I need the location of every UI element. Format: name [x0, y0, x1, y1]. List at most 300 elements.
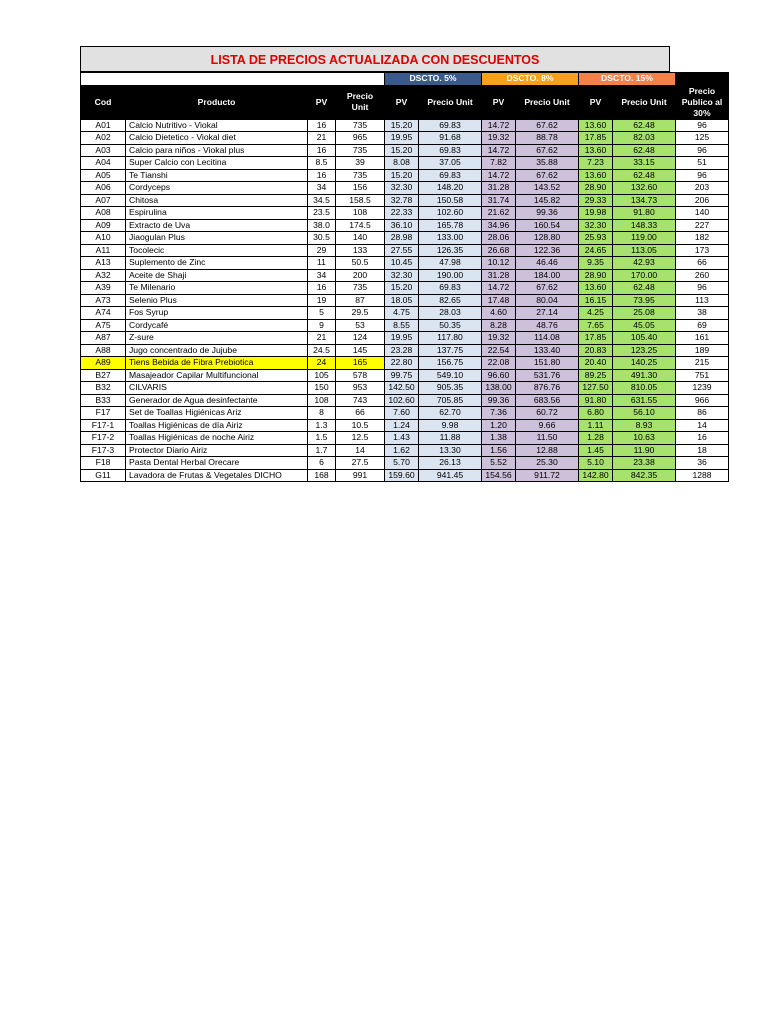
cell-pu-5: 190.00: [419, 269, 482, 282]
cell-pu-5: 102.60: [419, 207, 482, 220]
cell-pv-5: 15.20: [385, 144, 419, 157]
table-row: [81, 244, 729, 257]
cell-pu-8: 114.08: [516, 332, 579, 345]
cell-pv-15: 28.90: [579, 182, 613, 195]
cell-pv-5: 32.30: [385, 269, 419, 282]
cell-pu-15: 23.38: [613, 457, 676, 470]
cell-producto: Super Calcio con Lecitina: [126, 157, 308, 170]
cell-pv-5: 22.80: [385, 357, 419, 370]
table-row: [81, 457, 729, 470]
cell-cod: A13: [81, 257, 126, 270]
cell-precio-publico: 1288: [676, 469, 729, 482]
cell-pu-8: 35.88: [516, 157, 579, 170]
cell-cod: A03: [81, 144, 126, 157]
cell-precio-publico: 161: [676, 332, 729, 345]
cell-pv-8: 5.52: [482, 457, 516, 470]
cell-pv-15: 1.28: [579, 432, 613, 445]
cell-pv-8: 154.56: [482, 469, 516, 482]
cell-pu-15: 10.63: [613, 432, 676, 445]
cell-pu-5: 37.05: [419, 157, 482, 170]
cell-pv-15: 142.80: [579, 469, 613, 482]
cell-pu-8: 143.52: [516, 182, 579, 195]
cell-producto: Chitosa: [126, 194, 308, 207]
cell-pv: 1.3: [308, 419, 336, 432]
cell-pv-8: 28.06: [482, 232, 516, 245]
cell-precio-unit: 124: [336, 332, 385, 345]
cell-pv-8: 34.96: [482, 219, 516, 232]
cell-pv-5: 1.62: [385, 444, 419, 457]
cell-precio-unit: 578: [336, 369, 385, 382]
cell-cod: A88: [81, 344, 126, 357]
cell-precio-unit: 14: [336, 444, 385, 457]
cell-cod: A04: [81, 157, 126, 170]
cell-precio-publico: 125: [676, 132, 729, 145]
cell-precio-unit: 156: [336, 182, 385, 195]
price-sheet: [80, 46, 728, 482]
cell-pv: 6: [308, 457, 336, 470]
cell-producto: Set de Toallas Higiénicas Ariz: [126, 407, 308, 420]
col-pu-15: Precio Unit: [613, 85, 676, 119]
cell-producto: Extracto de Uva: [126, 219, 308, 232]
cell-cod: F17-2: [81, 432, 126, 445]
cell-pv-15: 89.25: [579, 369, 613, 382]
cell-precio-publico: 140: [676, 207, 729, 220]
cell-producto: Te Tianshi: [126, 169, 308, 182]
cell-pu-5: 905.35: [419, 382, 482, 395]
cell-precio-unit: 50.5: [336, 257, 385, 270]
cell-pu-8: 151.80: [516, 357, 579, 370]
table-row: [81, 132, 729, 145]
cell-pv-15: 28.90: [579, 269, 613, 282]
cell-pu-5: 549.10: [419, 369, 482, 382]
cell-pu-15: 148.33: [613, 219, 676, 232]
cell-pv: 34: [308, 269, 336, 282]
cell-pv-15: 17.85: [579, 332, 613, 345]
discount-5-header: DSCTO. 5%: [385, 73, 482, 86]
price-rows: [81, 119, 729, 482]
cell-cod: A10: [81, 232, 126, 245]
cell-pu-5: 133.00: [419, 232, 482, 245]
cell-pv-15: 6.80: [579, 407, 613, 420]
cell-cod: A02: [81, 132, 126, 145]
cell-precio-publico: 206: [676, 194, 729, 207]
cell-pv-15: 25.93: [579, 232, 613, 245]
cell-pu-5: 62.70: [419, 407, 482, 420]
cell-precio-publico: 16: [676, 432, 729, 445]
table-row: [81, 207, 729, 220]
table-row: [81, 157, 729, 170]
cell-pu-15: 491.30: [613, 369, 676, 382]
cell-pu-8: 25.30: [516, 457, 579, 470]
cell-precio-publico: 69: [676, 319, 729, 332]
discount-8-header: DSCTO. 8%: [482, 73, 579, 86]
cell-pv-15: 91.80: [579, 394, 613, 407]
cell-pu-8: 27.14: [516, 307, 579, 320]
cell-pu-8: 67.62: [516, 282, 579, 295]
col-precio-publico: Precio Publico al 30%: [676, 85, 729, 119]
table-row: [81, 144, 729, 157]
cell-pv-8: 7.82: [482, 157, 516, 170]
cell-producto: Jugo concentrado de Jujube: [126, 344, 308, 357]
cell-pu-5: 137.75: [419, 344, 482, 357]
cell-pv-8: 22.08: [482, 357, 516, 370]
cell-pv-5: 5.70: [385, 457, 419, 470]
col-pv: PV: [308, 85, 336, 119]
cell-producto: Toallas Higiénicas de día Airiz: [126, 419, 308, 432]
cell-pv-5: 10.45: [385, 257, 419, 270]
cell-pv-5: 15.20: [385, 119, 419, 132]
price-table: [80, 72, 729, 482]
cell-pv: 21: [308, 132, 336, 145]
cell-precio-publico: 966: [676, 394, 729, 407]
cell-cod: A07: [81, 194, 126, 207]
table-row: [81, 357, 729, 370]
cell-pu-8: 128.80: [516, 232, 579, 245]
cell-pv: 1.5: [308, 432, 336, 445]
cell-precio-unit: 735: [336, 282, 385, 295]
table-row: [81, 119, 729, 132]
cell-pu-5: 148.20: [419, 182, 482, 195]
cell-precio-publico: 260: [676, 269, 729, 282]
table-row: [81, 182, 729, 195]
col-cod: Cod: [81, 85, 126, 119]
cell-pu-8: 88.78: [516, 132, 579, 145]
cell-pv-15: 16.15: [579, 294, 613, 307]
cell-pv: 11: [308, 257, 336, 270]
cell-pv-5: 8.08: [385, 157, 419, 170]
cell-precio-publico: 18: [676, 444, 729, 457]
cell-pv: 16: [308, 119, 336, 132]
cell-pv-8: 19.32: [482, 332, 516, 345]
cell-precio-unit: 53: [336, 319, 385, 332]
cell-precio-publico: 96: [676, 119, 729, 132]
col-pv-15: PV: [579, 85, 613, 119]
cell-producto: Te Milenario: [126, 282, 308, 295]
cell-pu-8: 160.54: [516, 219, 579, 232]
cell-precio-publico: 51: [676, 157, 729, 170]
cell-precio-unit: 12.5: [336, 432, 385, 445]
cell-pu-8: 80.04: [516, 294, 579, 307]
cell-pu-15: 119.00: [613, 232, 676, 245]
cell-cod: A11: [81, 244, 126, 257]
cell-pv: 108: [308, 394, 336, 407]
table-row: [81, 419, 729, 432]
cell-pv-5: 8.55: [385, 319, 419, 332]
cell-producto: Espirulina: [126, 207, 308, 220]
cell-producto: Toallas Higiénicas de noche Airiz: [126, 432, 308, 445]
cell-precio-unit: 29.5: [336, 307, 385, 320]
cell-pv-8: 17.48: [482, 294, 516, 307]
cell-cod: G11: [81, 469, 126, 482]
cell-pv-8: 14.72: [482, 144, 516, 157]
cell-pv: 30.5: [308, 232, 336, 245]
cell-cod: B32: [81, 382, 126, 395]
cell-precio-publico: 96: [676, 169, 729, 182]
cell-pv-15: 19.98: [579, 207, 613, 220]
cell-precio-unit: 66: [336, 407, 385, 420]
table-row: [81, 257, 729, 270]
table-row: [81, 344, 729, 357]
cell-pv-8: 19.32: [482, 132, 516, 145]
cell-pu-5: 941.45: [419, 469, 482, 482]
table-row: [81, 469, 729, 482]
cell-pu-8: 11.50: [516, 432, 579, 445]
cell-pv-5: 159.60: [385, 469, 419, 482]
cell-pu-15: 82.03: [613, 132, 676, 145]
cell-pu-15: 62.48: [613, 282, 676, 295]
cell-pu-5: 165.78: [419, 219, 482, 232]
cell-pu-5: 69.83: [419, 169, 482, 182]
col-pu-8: Precio Unit: [516, 85, 579, 119]
cell-precio-unit: 200: [336, 269, 385, 282]
cell-precio-unit: 10.5: [336, 419, 385, 432]
cell-precio-publico: 86: [676, 407, 729, 420]
cell-pu-8: 48.76: [516, 319, 579, 332]
cell-cod: A74: [81, 307, 126, 320]
cell-producto: Protector Diario Airiz: [126, 444, 308, 457]
cell-pu-15: 140.25: [613, 357, 676, 370]
table-row: [81, 282, 729, 295]
cell-pu-8: 876.76: [516, 382, 579, 395]
cell-pv-5: 4.75: [385, 307, 419, 320]
cell-producto: Suplemento de Zinc: [126, 257, 308, 270]
cell-pv: 1.7: [308, 444, 336, 457]
cell-precio-unit: 953: [336, 382, 385, 395]
cell-pu-5: 69.83: [419, 282, 482, 295]
cell-pv-15: 13.60: [579, 169, 613, 182]
cell-producto: Tiens Bebida de Fibra Prebiotica: [126, 357, 308, 370]
cell-precio-publico: 215: [676, 357, 729, 370]
cell-cod: A73: [81, 294, 126, 307]
table-row: [81, 369, 729, 382]
cell-pv-5: 15.20: [385, 282, 419, 295]
table-row: [81, 269, 729, 282]
cell-pu-8: 145.82: [516, 194, 579, 207]
cell-precio-unit: 27.5: [336, 457, 385, 470]
cell-cod: F17: [81, 407, 126, 420]
cell-pv: 9: [308, 319, 336, 332]
cell-pv: 16: [308, 144, 336, 157]
cell-pv-8: 14.72: [482, 119, 516, 132]
cell-precio-publico: 38: [676, 307, 729, 320]
cell-pv-8: 31.28: [482, 269, 516, 282]
cell-pv-8: 1.56: [482, 444, 516, 457]
cell-producto: Cordyceps: [126, 182, 308, 195]
cell-pu-8: 46.46: [516, 257, 579, 270]
cell-pu-8: 12.88: [516, 444, 579, 457]
cell-pv: 150: [308, 382, 336, 395]
cell-cod: A39: [81, 282, 126, 295]
cell-pv-15: 9.35: [579, 257, 613, 270]
cell-cod: F17-1: [81, 419, 126, 432]
col-producto: Producto: [126, 85, 308, 119]
cell-cod: A89: [81, 357, 126, 370]
cell-cod: A06: [81, 182, 126, 195]
cell-pv-8: 10.12: [482, 257, 516, 270]
cell-pv: 34: [308, 182, 336, 195]
table-row: [81, 219, 729, 232]
cell-pu-5: 91.68: [419, 132, 482, 145]
cell-cod: A01: [81, 119, 126, 132]
cell-cod: B33: [81, 394, 126, 407]
cell-pv-5: 23.28: [385, 344, 419, 357]
cell-pv: 34.5: [308, 194, 336, 207]
cell-pv-5: 32.78: [385, 194, 419, 207]
cell-cod: A87: [81, 332, 126, 345]
cell-pv-15: 1.11: [579, 419, 613, 432]
cell-pu-15: 45.05: [613, 319, 676, 332]
cell-pu-15: 62.48: [613, 169, 676, 182]
cell-pv: 29: [308, 244, 336, 257]
cell-producto: Selenio Plus: [126, 294, 308, 307]
cell-precio-unit: 108: [336, 207, 385, 220]
cell-pu-5: 156.75: [419, 357, 482, 370]
cell-precio-unit: 39: [336, 157, 385, 170]
cell-producto: Cordycafé: [126, 319, 308, 332]
cell-pv-15: 4.25: [579, 307, 613, 320]
cell-pv-8: 31.28: [482, 182, 516, 195]
cell-cod: B27: [81, 369, 126, 382]
cell-precio-publico: 96: [676, 282, 729, 295]
cell-cod: A09: [81, 219, 126, 232]
cell-pv-8: 26.68: [482, 244, 516, 257]
cell-precio-unit: 133: [336, 244, 385, 257]
cell-pu-5: 150.58: [419, 194, 482, 207]
cell-pv-8: 1.38: [482, 432, 516, 445]
cell-pv: 21: [308, 332, 336, 345]
cell-pv-15: 1.45: [579, 444, 613, 457]
cell-precio-publico: 1239: [676, 382, 729, 395]
column-header-row: [81, 85, 729, 119]
cell-pu-15: 73.95: [613, 294, 676, 307]
cell-pv: 16: [308, 282, 336, 295]
cell-pv-15: 7.65: [579, 319, 613, 332]
cell-pv: 8.5: [308, 157, 336, 170]
cell-cod: F17-3: [81, 444, 126, 457]
cell-pu-15: 91.80: [613, 207, 676, 220]
cell-pu-5: 50.35: [419, 319, 482, 332]
table-row: [81, 294, 729, 307]
cell-producto: Lavadora de Frutas & Vegetales DICHO: [126, 469, 308, 482]
cell-pu-15: 810.05: [613, 382, 676, 395]
table-row: [81, 194, 729, 207]
cell-pv-15: 32.30: [579, 219, 613, 232]
cell-pv-5: 19.95: [385, 132, 419, 145]
cell-pu-5: 47.98: [419, 257, 482, 270]
cell-pv-5: 18.05: [385, 294, 419, 307]
table-row: [81, 432, 729, 445]
cell-precio-publico: 14: [676, 419, 729, 432]
col-pv-5: PV: [385, 85, 419, 119]
cell-precio-publico: 113: [676, 294, 729, 307]
cell-pv-5: 7.60: [385, 407, 419, 420]
cell-precio-publico: 751: [676, 369, 729, 382]
cell-pu-15: 62.48: [613, 119, 676, 132]
cell-pv-8: 14.72: [482, 169, 516, 182]
cell-pv: 16: [308, 169, 336, 182]
cell-pu-15: 170.00: [613, 269, 676, 282]
cell-pu-15: 8.93: [613, 419, 676, 432]
cell-pu-8: 67.62: [516, 144, 579, 157]
cell-pu-8: 911.72: [516, 469, 579, 482]
table-row: [81, 382, 729, 395]
cell-pv-5: 142.50: [385, 382, 419, 395]
table-row: [81, 169, 729, 182]
cell-pu-8: 531.76: [516, 369, 579, 382]
cell-pv-8: 22.54: [482, 344, 516, 357]
cell-producto: Aceite de Shaji: [126, 269, 308, 282]
cell-pu-8: 67.62: [516, 169, 579, 182]
cell-precio-unit: 735: [336, 119, 385, 132]
cell-pu-5: 69.83: [419, 144, 482, 157]
cell-precio-publico: 203: [676, 182, 729, 195]
cell-pu-5: 28.03: [419, 307, 482, 320]
cell-pu-8: 9.66: [516, 419, 579, 432]
cell-precio-unit: 165: [336, 357, 385, 370]
cell-cod: F18: [81, 457, 126, 470]
cell-cod: A08: [81, 207, 126, 220]
cell-pv: 8: [308, 407, 336, 420]
cell-producto: Pasta Dental Herbal Orecare: [126, 457, 308, 470]
cell-precio-unit: 87: [336, 294, 385, 307]
cell-producto: Calcio Nutritivo - Viokal: [126, 119, 308, 132]
discount-15-header: DSCTO. 15%: [579, 73, 676, 86]
cell-pu-5: 9.98: [419, 419, 482, 432]
cell-cod: A75: [81, 319, 126, 332]
cell-pu-15: 62.48: [613, 144, 676, 157]
table-row: [81, 332, 729, 345]
cell-pu-5: 13.30: [419, 444, 482, 457]
cell-producto: Z-sure: [126, 332, 308, 345]
cell-pu-5: 69.83: [419, 119, 482, 132]
cell-pu-5: 705.85: [419, 394, 482, 407]
cell-pv-8: 31.74: [482, 194, 516, 207]
cell-pv-5: 28.98: [385, 232, 419, 245]
cell-pv-8: 1.20: [482, 419, 516, 432]
cell-pv-5: 27.55: [385, 244, 419, 257]
cell-producto: Calcio para niños - Viokal plus: [126, 144, 308, 157]
col-pu-5: Precio Unit: [419, 85, 482, 119]
cell-pu-15: 42.93: [613, 257, 676, 270]
cell-pv-15: 17.85: [579, 132, 613, 145]
table-row: [81, 307, 729, 320]
cell-pu-15: 56.10: [613, 407, 676, 420]
col-precio-unit: Precio Unit: [336, 85, 385, 119]
cell-producto: Calcio Dietetico - Viokal diet: [126, 132, 308, 145]
cell-producto: Jiaogulan Plus: [126, 232, 308, 245]
cell-pv-5: 19.95: [385, 332, 419, 345]
discount-band: [81, 73, 729, 86]
cell-pv: 105: [308, 369, 336, 382]
table-row: [81, 444, 729, 457]
col-pv-8: PV: [482, 85, 516, 119]
cell-precio-publico: 189: [676, 344, 729, 357]
cell-pv-8: 21.62: [482, 207, 516, 220]
cell-precio-publico: 227: [676, 219, 729, 232]
cell-pu-5: 26.13: [419, 457, 482, 470]
cell-precio-publico: 173: [676, 244, 729, 257]
cell-pu-15: 132.60: [613, 182, 676, 195]
cell-pv-8: 8.28: [482, 319, 516, 332]
cell-precio-unit: 174.5: [336, 219, 385, 232]
cell-pv-8: 138.00: [482, 382, 516, 395]
cell-pv-5: 15.20: [385, 169, 419, 182]
cell-pv: 23.5: [308, 207, 336, 220]
cell-pu-15: 134.73: [613, 194, 676, 207]
cell-pv-15: 29.33: [579, 194, 613, 207]
cell-pu-15: 25.08: [613, 307, 676, 320]
cell-pv-8: 7.36: [482, 407, 516, 420]
